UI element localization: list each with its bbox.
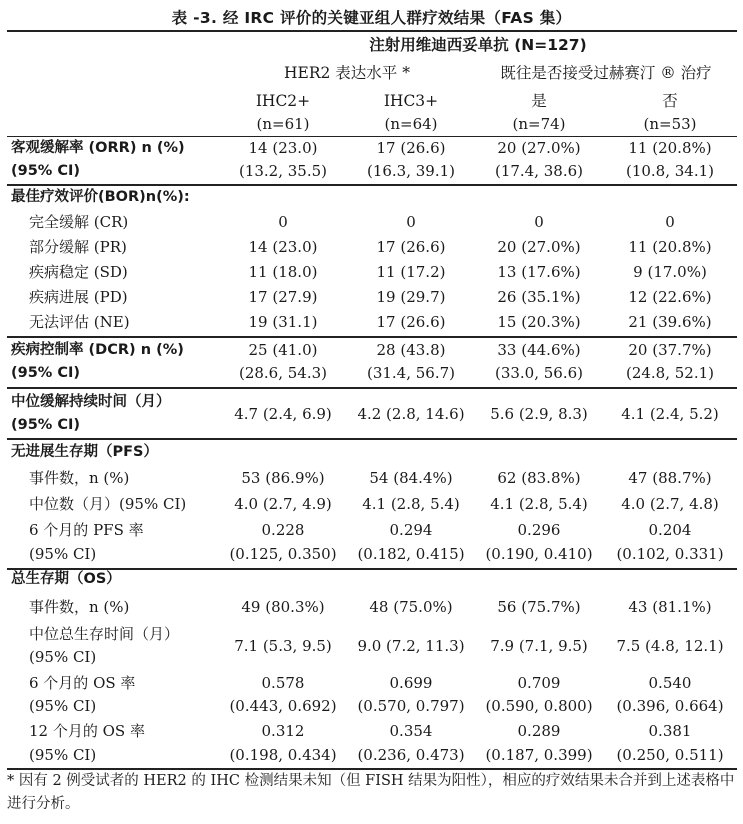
table-cell: 0: [534, 213, 544, 231]
table-cell: 0: [665, 213, 675, 231]
table-cell: (0.102, 0.331): [616, 545, 724, 563]
dor-ci-label: (95% CI): [11, 417, 81, 433]
table-cell: (0.396, 0.664): [616, 697, 724, 715]
dcr-label: 疾病控制率 (DCR) n (%): [11, 342, 184, 358]
col-header-yes: 是: [531, 92, 547, 110]
table-cell: 11 (17.2): [376, 263, 446, 281]
table-cell: (33.0, 56.6): [494, 364, 584, 382]
os-events-label: 事件数，n (%): [29, 598, 130, 616]
table-cell: (0.125, 0.350): [229, 545, 337, 563]
table-cell: 47 (88.7%): [628, 469, 712, 487]
table-cell: 7.5 (4.8, 12.1): [616, 637, 724, 655]
table-cell: 11 (20.8%): [628, 238, 712, 256]
pfs-events-label: 事件数，n (%): [29, 469, 130, 487]
table-cell: 19 (31.1): [248, 313, 318, 331]
table-cell: (17.4, 38.6): [494, 162, 584, 180]
table-cell: 0.709: [517, 674, 561, 692]
dor-label: 中位缓解持续时间（月）: [11, 394, 171, 410]
table-cell: 9 (17.0%): [633, 263, 707, 281]
section-rule: [7, 336, 737, 338]
table-cell: (13.2, 35.5): [238, 162, 328, 180]
table-cell: 7.9 (7.1, 9.5): [490, 637, 588, 655]
table-cell: 0.289: [517, 722, 561, 740]
table-cell: 5.6 (2.9, 8.3): [490, 405, 588, 423]
header-drug: 注射用维迪西妥单抗 (N=127): [369, 36, 587, 54]
bor-label: 最佳疗效评价(BOR)n(%):: [11, 189, 190, 205]
header-prior-herceptin-group: 既往是否接受过赫赛汀 ® 治疗: [500, 64, 712, 82]
table-cell: (0.443, 0.692): [229, 697, 337, 715]
table-cell: 20 (27.0%): [497, 139, 581, 157]
table-cell: 21 (39.6%): [628, 313, 712, 331]
table-cell: (31.4, 56.7): [366, 364, 456, 382]
table-cell: 9.0 (7.2, 11.3): [357, 637, 465, 655]
table-cell: (0.198, 0.434): [229, 746, 337, 764]
col-header-ihc3: IHC3+: [383, 92, 439, 110]
col-header-ihc2: IHC2+: [255, 92, 311, 110]
table-cell: (0.250, 0.511): [616, 746, 724, 764]
table-cell: 17 (27.9): [248, 288, 318, 306]
pfs-rate6-label: 6 个月的 PFS 率: [29, 521, 144, 539]
table-cell: 12 (22.6%): [628, 288, 712, 306]
table-cell: 7.1 (5.3, 9.5): [234, 637, 332, 655]
table-caption: 表 -3. 经 IRC 评价的关键亚组人群疗效结果（FAS 集）: [171, 9, 572, 27]
table-cell: 4.2 (2.8, 14.6): [357, 405, 465, 423]
table-cell: 54 (84.4%): [369, 469, 453, 487]
col-n-ihc2: (n=61): [256, 115, 310, 133]
section-rule: [7, 387, 737, 389]
bor-cr-label: 完全缓解 (CR): [29, 213, 129, 231]
os-rate6-label: 6 个月的 OS 率: [29, 674, 136, 692]
table-cell: 11 (18.0): [248, 263, 318, 281]
table-cell: 13 (17.6%): [497, 263, 581, 281]
header-her2-group: HER2 表达水平 *: [284, 64, 410, 82]
table-cell: 4.0 (2.7, 4.9): [234, 495, 332, 513]
table-cell: 4.0 (2.7, 4.8): [621, 495, 719, 513]
table-cell: 0.204: [648, 521, 692, 539]
col-header-no: 否: [662, 92, 678, 110]
pfs-median-label: 中位数（月）(95% CI): [29, 495, 187, 513]
table-cell: 56 (75.7%): [497, 598, 581, 616]
table-cell: 0.354: [389, 722, 433, 740]
table-cell: 17 (26.6): [376, 139, 446, 157]
table-cell: 4.7 (2.4, 6.9): [234, 405, 332, 423]
table-cell: 0.381: [648, 722, 692, 740]
table-cell: 48 (75.0%): [369, 598, 453, 616]
table-cell: 0.312: [261, 722, 305, 740]
table-footnote: * 因有 2 例受试者的 HER2 的 IHC 检测结果未知（但 FISH 结果为阳性），相应的疗效结果未合并到上述表格中进行分析。: [7, 773, 735, 812]
section-rule: [7, 438, 737, 440]
table-cell: 0.228: [261, 521, 305, 539]
table-cell: 28 (43.8): [376, 341, 446, 359]
orr-ci-label: (95% CI): [11, 163, 81, 179]
table-cell: 0: [406, 213, 416, 231]
table-cell: (0.570, 0.797): [357, 697, 465, 715]
table-cell: 43 (81.1%): [628, 598, 712, 616]
table-cell: (0.590, 0.800): [485, 697, 593, 715]
table-cell: 14 (23.0): [248, 238, 318, 256]
bor-pd-label: 疾病进展 (PD): [29, 288, 128, 306]
table-cell: 0.296: [517, 521, 561, 539]
os-label: 总生存期（OS）: [11, 571, 121, 587]
table-cell: 15 (20.3%): [497, 313, 581, 331]
table-cell: 26 (35.1%): [497, 288, 581, 306]
table-cell: 0.699: [389, 674, 433, 692]
table-cell: 4.1 (2.4, 5.2): [621, 405, 719, 423]
table-cell: (0.187, 0.399): [485, 746, 593, 764]
table-cell: 4.1 (2.8, 5.4): [490, 495, 588, 513]
table-cell: 4.1 (2.8, 5.4): [362, 495, 460, 513]
table-cell: 14 (23.0): [248, 139, 318, 157]
table-cell: 25 (41.0): [248, 341, 318, 359]
dcr-ci-label: (95% CI): [11, 365, 81, 381]
os-rate12-ci-label: (95% CI): [29, 746, 97, 764]
table-cell: (24.8, 52.1): [625, 364, 715, 382]
table-cell: 20 (27.0%): [497, 238, 581, 256]
os-median-ci-label: (95% CI): [29, 648, 97, 666]
table-cell: (16.3, 39.1): [366, 162, 456, 180]
bor-sd-label: 疾病稳定 (SD): [29, 263, 128, 281]
table-cell: (0.190, 0.410): [485, 545, 593, 563]
table-top-rule: [7, 30, 737, 32]
table-cell: (28.6, 54.3): [238, 364, 328, 382]
table-cell: (10.8, 34.1): [625, 162, 715, 180]
bor-pr-label: 部分缓解 (PR): [29, 238, 127, 256]
col-n-ihc3: (n=64): [384, 115, 438, 133]
table-cell: 33 (44.6%): [497, 341, 581, 359]
table-cell: 49 (80.3%): [241, 598, 325, 616]
table-cell: 17 (26.6): [376, 238, 446, 256]
table-cell: 53 (86.9%): [241, 469, 325, 487]
table-cell: 0.294: [389, 521, 433, 539]
table-cell: 20 (37.7%): [628, 341, 712, 359]
table-cell: 11 (20.8%): [628, 139, 712, 157]
os-rate12-label: 12 个月的 OS 率: [29, 722, 145, 740]
table-cell: 0.540: [648, 674, 692, 692]
table-cell: 0: [278, 213, 288, 231]
table-cell: 19 (29.7): [376, 288, 446, 306]
pfs-rate6-ci-label: (95% CI): [29, 545, 97, 563]
table-cell: 17 (26.6): [376, 313, 446, 331]
table-cell: (0.182, 0.415): [357, 545, 465, 563]
col-n-yes: (n=74): [512, 115, 566, 133]
bor-ne-label: 无法评估 (NE): [29, 313, 130, 331]
os-rate6-ci-label: (95% CI): [29, 697, 97, 715]
os-median-label: 中位总生存时间（月）: [29, 625, 180, 643]
table-cell: 0.578: [261, 674, 305, 692]
orr-label: 客观缓解率 (ORR) n (%): [11, 140, 185, 156]
table-cell: 62 (83.8%): [497, 469, 581, 487]
col-n-no: (n=53): [643, 115, 697, 133]
table-cell: (0.236, 0.473): [357, 746, 465, 764]
pfs-label: 无进展生存期（PFS）: [11, 444, 158, 460]
